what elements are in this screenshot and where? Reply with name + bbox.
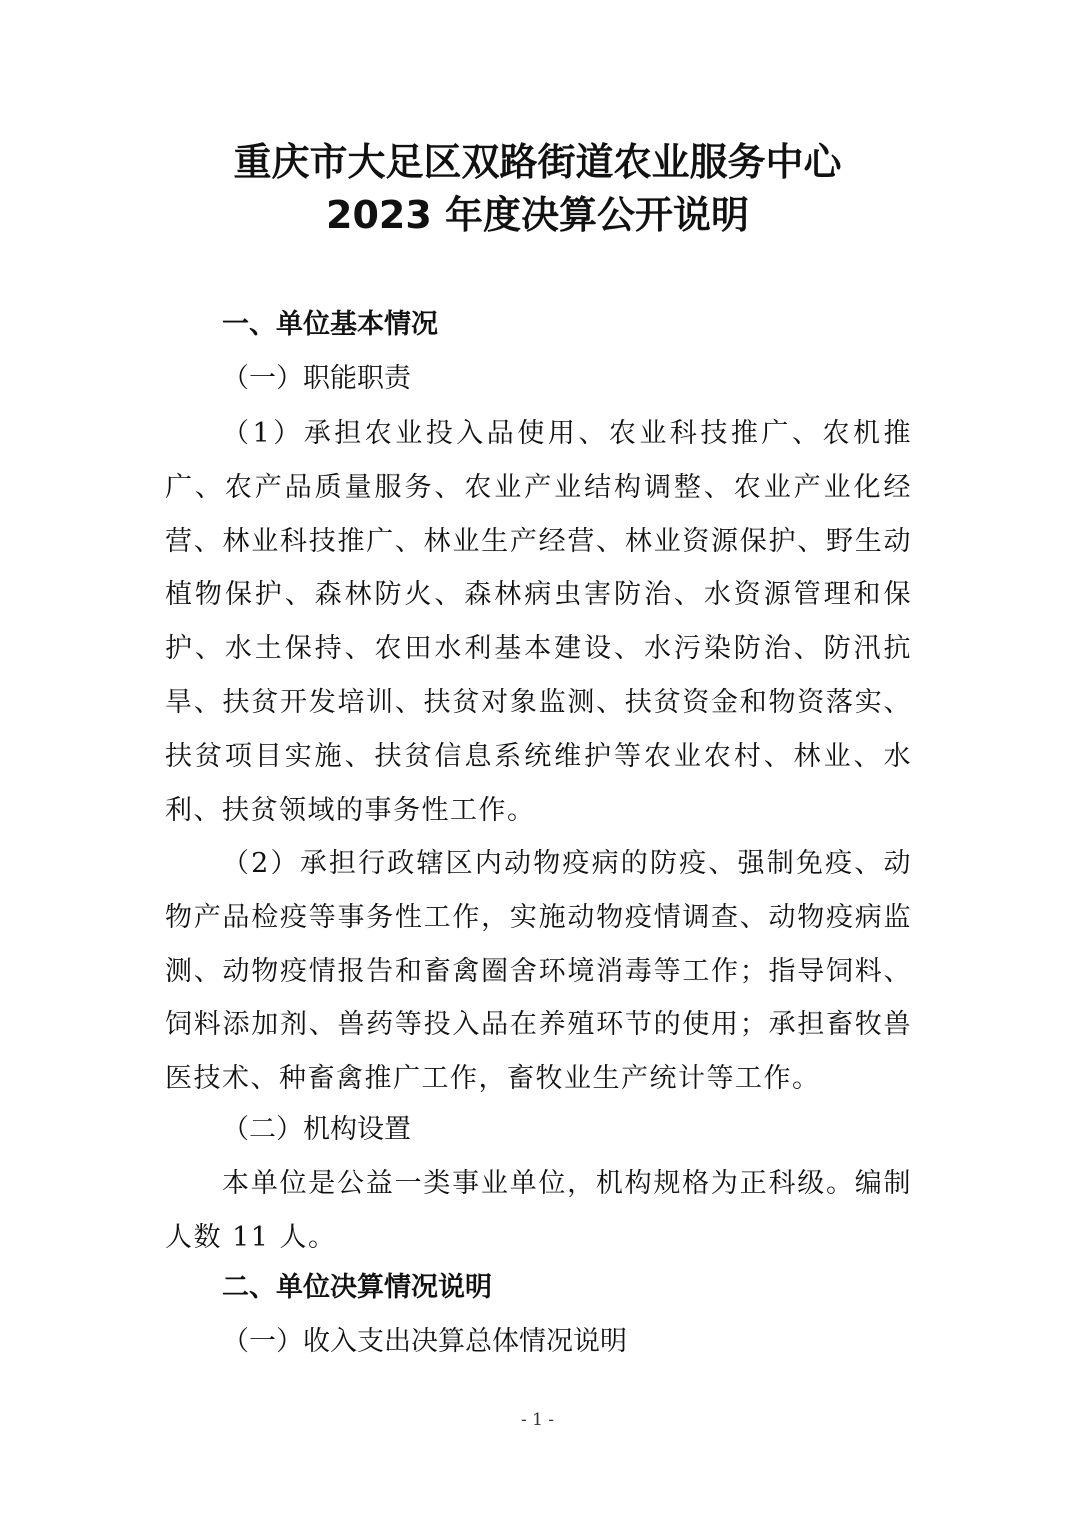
paragraph-duties-1: （1）承担农业投入品使用、农业科技推广、农机推广、农产品质量服务、农业产业结构调整、农业产业化经营、林业科技推广、林业生产经营、林业资源保护、野生动植物保护、森林防火、森林病虫害防治、水资源管理和保护、水土保持、农田水利基本建设、水污染防治、防汛抗旱、扶贫开发培训、扶贫对象监测、扶贫资金和物资落实、扶贫项目实施、扶贫信息系统维护等农业农村、林业、水利、扶贫领域的事务性工作。 [165,418,912,826]
section-1-subheading-duties: （一）职能职责 [222,363,411,394]
paragraph-duties-2: （2）承担行政辖区内动物疫病的防疫、强制免疫、动物产品检疫等事务性工作，实施动物疫情调查、动物疫病监测、动物疫情报告和畜禽圈舍环境消毒等工作；指导饲料、饲料添加剂、兽药等投入品在养殖环节的使用；承担畜牧兽医技术、种畜禽推广工作，畜牧业生产统计等工作。 [165,848,912,1095]
section-1-heading: 一、单位基本情况 [222,309,438,340]
document-title-line-1: 重庆市大足区双路街道农业服务中心 [233,140,842,184]
page-number: - 1 - [520,1410,555,1430]
document-title-line-2: 2023 年度决算公开说明 [326,193,749,237]
section-2-heading: 二、单位决算情况说明 [222,1272,492,1303]
section-2-subheading-overview: （一）收入支出决算总体情况说明 [222,1326,627,1357]
paragraph-organization: 本单位是公益一类事业单位，机构规格为正科级。编制人数 11 人。 [165,1168,912,1253]
section-1-subheading-organization: （二）机构设置 [222,1114,411,1145]
